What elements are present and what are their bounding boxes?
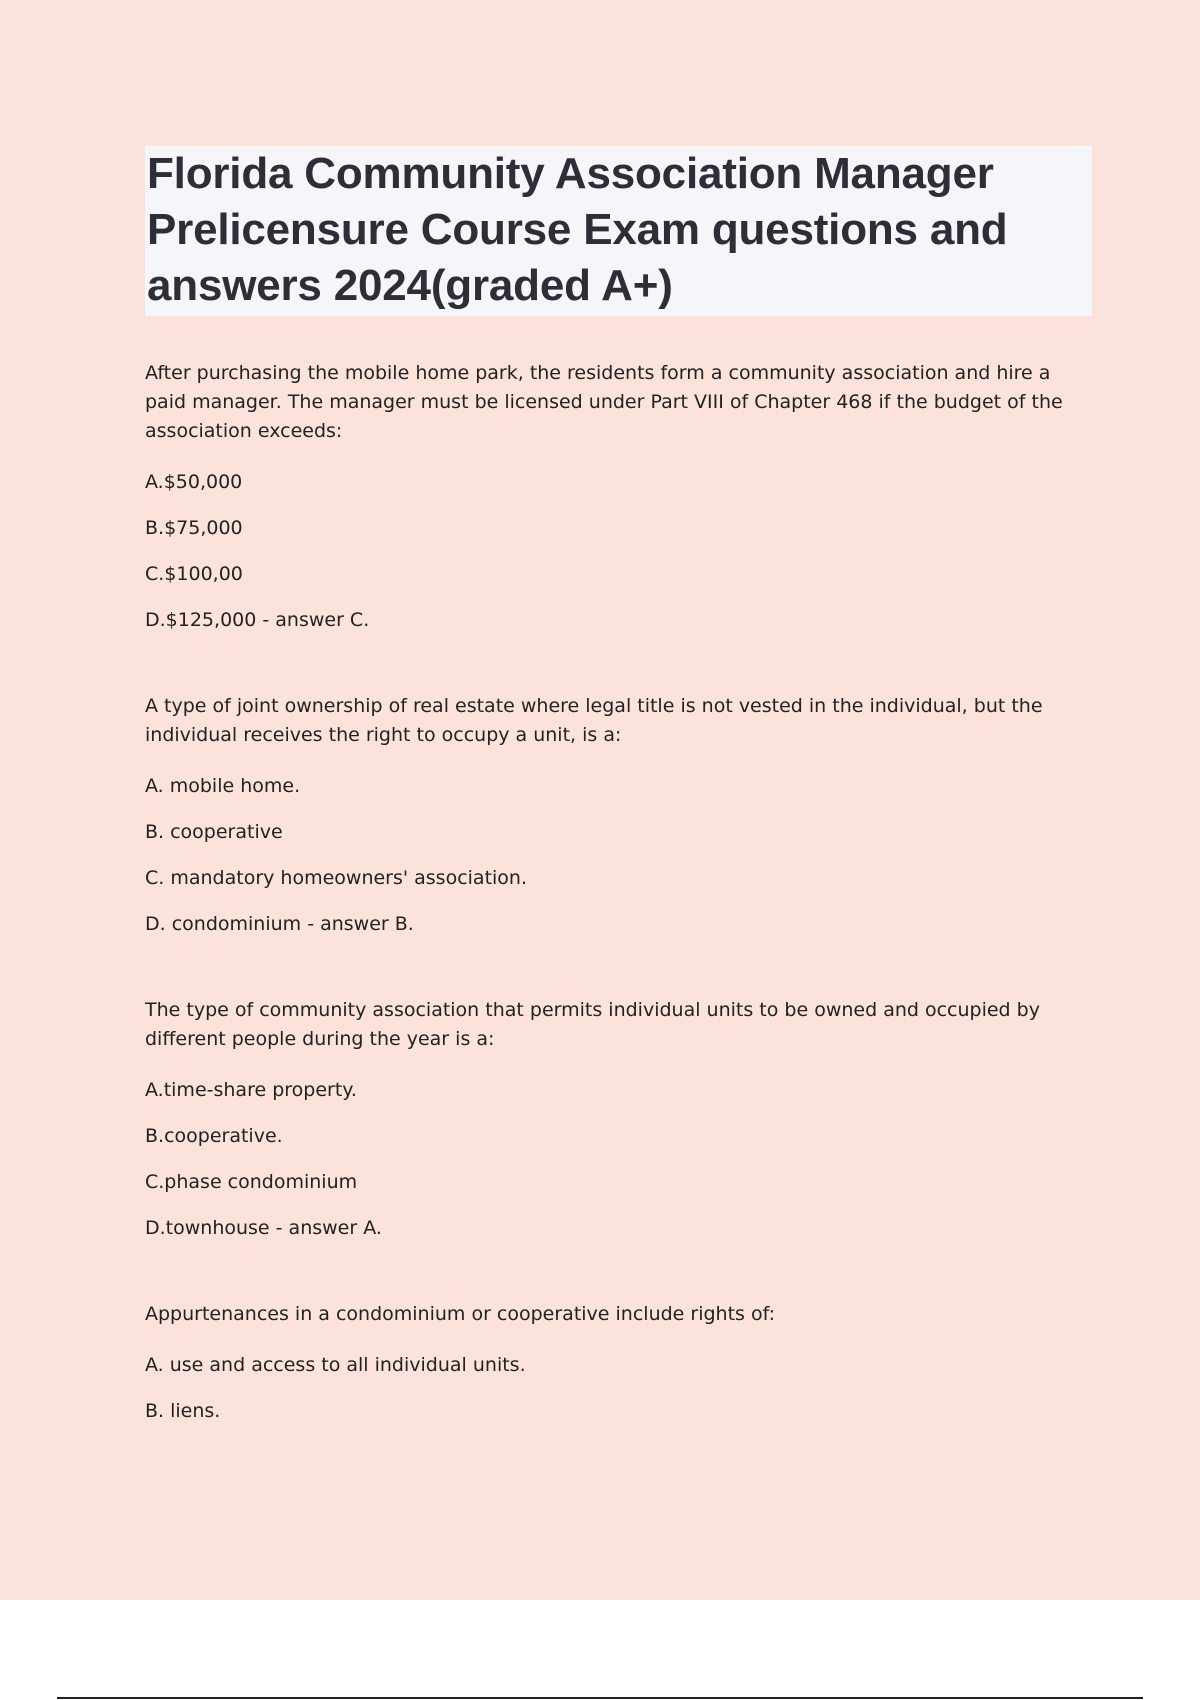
- question-block: [145, 692, 1090, 947]
- answer-option: B.$75,000: [145, 517, 243, 539]
- footer-divider: [57, 1697, 1143, 1699]
- document-content: [145, 146, 1090, 1483]
- answer-option: D.$125,000 - answer C.: [145, 609, 370, 631]
- answer-option: C. mandatory homeowners' association.: [145, 867, 528, 889]
- question-text: After purchasing the mobile home park, the residents form a community association and hire a paid manager. The manager must be licensed under Part VIII of Chapter 468 if the budget of the association exceeds:: [145, 362, 1063, 442]
- answer-option: B. cooperative: [145, 821, 283, 843]
- answer-option: B.cooperative.: [145, 1125, 283, 1147]
- answer-option: C.phase condominium: [145, 1171, 358, 1193]
- answer-option: D. condominium - answer B.: [145, 913, 414, 935]
- question-text: Appurtenances in a condominium or cooperative include rights of:: [145, 1303, 776, 1325]
- answer-option: A.time-share property.: [145, 1079, 357, 1101]
- answer-option: B. liens.: [145, 1400, 221, 1422]
- document-title: Florida Community Association Manager Prelicensure Course Exam questions and answers 2024(graded A+): [147, 149, 1008, 310]
- answer-option: D.townhouse - answer A.: [145, 1217, 382, 1239]
- question-block: [145, 996, 1090, 1251]
- question-block: [145, 1300, 1090, 1434]
- answer-option: A. use and access to all individual units.: [145, 1354, 526, 1376]
- question-text: A type of joint ownership of real estate where legal title is not vested in the individual, but the individual receives the right to occupy a unit, is a:: [145, 695, 1043, 746]
- answer-option: A.$50,000: [145, 471, 243, 493]
- answer-option: A. mobile home.: [145, 775, 301, 797]
- answer-option: C.$100,00: [145, 563, 243, 585]
- question-block: [145, 359, 1090, 643]
- question-text: The type of community association that permits individual units to be owned and occupied by different people during the year is a:: [145, 999, 1040, 1050]
- title-highlight: [145, 146, 1092, 316]
